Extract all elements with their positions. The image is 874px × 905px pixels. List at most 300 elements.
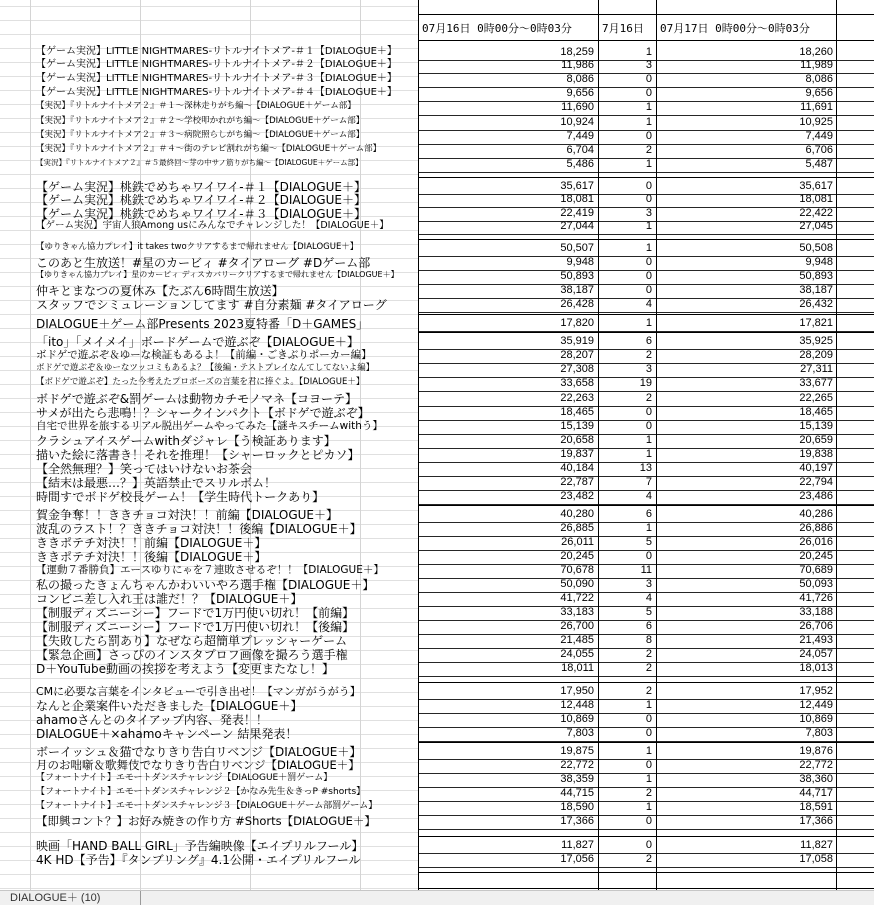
table-row[interactable] [0, 728, 874, 742]
table-row[interactable] [0, 194, 874, 208]
views-0716-cell[interactable]: 17,056 [560, 853, 594, 865]
diff-cell[interactable]: 0 [645, 193, 652, 205]
views-0716-cell[interactable]: 11,827 [561, 839, 594, 851]
video-title-cell[interactable]: 【制服ディズニーシー】フードで1万円使い切れ！【前編】 [36, 606, 355, 620]
views-0716-cell[interactable]: 33,658 [560, 377, 594, 389]
video-title-cell[interactable]: 「ito」「メイメイ」ボードゲームで遊ぶぞ【DIALOGUE＋】 [36, 335, 359, 349]
table-row[interactable] [0, 491, 874, 505]
table-row[interactable] [0, 523, 874, 537]
video-title-cell[interactable]: 【結末は最悪…？】英語禁止でスリルボム！ [36, 476, 277, 490]
video-title-cell[interactable]: 【ゲーム実況】宇宙人狼Among usにみんなでチャレンジした！【DIALOGUE＋】 [36, 220, 389, 231]
views-0716-cell[interactable]: 26,700 [560, 620, 594, 632]
video-title-cell[interactable]: 【ゲーム実況】桃鉄でめちゃワイワイ-＃２【DIALOGUE＋】 [36, 193, 366, 207]
diff-cell[interactable]: 0 [645, 759, 652, 771]
video-title-cell[interactable]: サメが出たら悲鳴！？シャークインパクト【ボドゲで遊ぶぞ】 [36, 406, 370, 420]
group-border-line [418, 682, 874, 683]
views-0716-cell[interactable]: 11,986 [561, 59, 594, 71]
views-0716-cell[interactable]: 22,419 [560, 207, 594, 219]
table-row[interactable] [0, 102, 874, 116]
views-0716-cell[interactable]: 38,187 [560, 284, 594, 296]
views-0717-cell[interactable]: 27,045 [799, 220, 833, 232]
views-0717-cell[interactable]: 6,706 [805, 144, 833, 156]
views-0717-cell[interactable]: 24,057 [799, 648, 833, 660]
diff-cell[interactable]: 1 [645, 801, 652, 813]
row-border-line [418, 172, 874, 173]
views-0716-cell[interactable]: 20,245 [560, 550, 594, 562]
views-0716-cell[interactable]: 22,787 [560, 476, 594, 488]
video-title-cell[interactable]: 【フォートナイト】エモートダンスチャレンジ２【かなみ先生＆きっP #shorts】 [36, 787, 366, 797]
views-0717-cell[interactable]: 18,260 [799, 46, 833, 58]
row-border-line [418, 234, 874, 235]
video-title-cell[interactable]: スタッフでシミュレーションしてます #自分素麺 #タイアローグ [36, 298, 387, 312]
table-row[interactable] [0, 840, 874, 854]
table-row[interactable] [0, 774, 874, 788]
video-title-cell[interactable]: 【実況】『リトルナイトメア２』＃４～街のテレビ割れがち編～【DIALOGUE＋ゲーム部】 [36, 144, 382, 154]
table-row[interactable] [0, 435, 874, 449]
table-row[interactable] [0, 854, 874, 868]
views-0716-cell[interactable]: 26,428 [560, 298, 594, 310]
diff-cell[interactable]: 4 [645, 592, 652, 604]
views-0716-cell[interactable]: 7,803 [566, 727, 594, 739]
views-0717-cell[interactable]: 15,139 [799, 420, 833, 432]
table-row[interactable] [0, 336, 874, 350]
diff-cell[interactable]: 6 [645, 508, 652, 520]
group-border-line [418, 742, 874, 743]
diff-cell[interactable]: 2 [645, 662, 652, 674]
table-row[interactable] [0, 509, 874, 523]
video-title-cell[interactable]: 賀金争奪！！ききチョコ対決！！前編【DIALOGUE＋】 [36, 508, 338, 522]
video-title-cell[interactable]: 波乱のラスト！？ききチョコ対決！！後編【DIALOGUE＋】 [36, 522, 362, 536]
video-title-cell[interactable]: 【実況】『リトルナイトメア２』＃１～深林走りがち編～【DIALOGUE＋ゲーム部】 [36, 101, 356, 111]
table-row[interactable] [0, 700, 874, 714]
header-cell-col2[interactable]: 7月16日 [602, 22, 644, 35]
video-title-cell[interactable]: 【フォートナイト】エモートダンスチャレンジ【DIALOGUE＋罰ゲーム】 [36, 773, 333, 783]
video-title-cell[interactable]: ボーイッシュ＆猫でなりきり告白リベンジ【DIALOGUE＋】 [36, 745, 362, 759]
diff-cell[interactable]: 7 [645, 476, 652, 488]
video-title-cell[interactable]: CMに必要な言葉をインタビューで引き出せ！【マンガがうがう】 [36, 685, 361, 698]
diff-cell[interactable]: 1 [645, 116, 652, 128]
diff-cell[interactable]: 1 [645, 317, 652, 329]
views-0717-cell[interactable]: 50,093 [799, 578, 833, 590]
views-0717-cell[interactable]: 17,058 [799, 853, 833, 865]
views-0716-cell[interactable]: 19,875 [560, 745, 594, 757]
diff-cell[interactable]: 0 [645, 73, 652, 85]
diff-cell[interactable]: 2 [645, 685, 652, 697]
views-0717-cell[interactable]: 20,659 [799, 434, 833, 446]
views-0716-cell[interactable]: 22,263 [560, 392, 594, 404]
diff-cell[interactable]: 3 [645, 59, 652, 71]
views-0717-cell[interactable]: 18,081 [799, 193, 833, 205]
table-row[interactable] [0, 421, 874, 435]
video-title-cell[interactable]: 【ゲーム実況】LITTLE NIGHTMARES-リトルナイトメア-＃４【DIALOGUE＋】 [36, 87, 397, 98]
views-0716-cell[interactable]: 8,086 [566, 73, 594, 85]
views-0717-cell[interactable]: 38,187 [799, 284, 833, 296]
views-0716-cell[interactable]: 7,449 [566, 130, 594, 142]
views-0716-cell[interactable]: 22,772 [560, 759, 594, 771]
table-row[interactable] [0, 117, 874, 131]
views-0717-cell[interactable]: 19,838 [799, 448, 833, 460]
views-0716-cell[interactable]: 18,081 [560, 193, 594, 205]
views-0716-cell[interactable]: 40,184 [560, 462, 594, 474]
video-title-cell[interactable]: 描いた絵に落書き！それを推理！【シャーロックとピカソ】 [36, 448, 360, 462]
views-0717-cell[interactable]: 17,952 [799, 685, 833, 697]
views-0716-cell[interactable]: 41,722 [560, 592, 594, 604]
grid-line [0, 888, 418, 889]
diff-cell[interactable]: 2 [645, 349, 652, 361]
diff-cell[interactable]: 3 [645, 578, 652, 590]
table-row[interactable] [0, 449, 874, 463]
views-0717-cell[interactable]: 9,948 [805, 256, 833, 268]
views-0717-cell[interactable]: 44,717 [799, 787, 833, 799]
video-title-cell[interactable]: 【ゲーム実況】桃鉄でめちゃワイワイ-＃３【DIALOGUE＋】 [36, 207, 366, 221]
diff-cell[interactable]: 1 [645, 522, 652, 534]
video-title-cell[interactable]: ボドゲで遊ぶぞ&罰ゲームは動物カチモノマネ【コヨーテ】 [36, 392, 357, 406]
views-0717-cell[interactable]: 12,449 [799, 699, 833, 711]
views-0717-cell[interactable]: 27,311 [800, 363, 833, 375]
table-row[interactable] [0, 145, 874, 159]
views-0717-cell[interactable]: 33,677 [799, 377, 833, 389]
group-border-line [418, 836, 874, 837]
video-title-cell[interactable]: DIALOGUE＋ゲーム部Presents 2023夏特番「D＋GAMES」 [36, 317, 369, 331]
table-row[interactable] [0, 607, 874, 621]
video-title-cell[interactable]: 【運動７番勝負】エースゆりにゃを７連敗させるぞ！！【DIALOGUE＋】 [36, 564, 384, 576]
diff-cell[interactable]: 1 [645, 745, 652, 757]
empty-row-line [418, 872, 874, 873]
header-cell-col3[interactable]: 07月17日 0時00分～0時03分 [660, 22, 810, 35]
views-0716-cell[interactable]: 15,139 [560, 420, 594, 432]
table-row[interactable] [0, 74, 874, 88]
video-title-cell[interactable]: ボドゲで遊ぶぞ＆ゆーな検証もあるよ！【前編・ごきぶりポーカー編】 [36, 349, 372, 361]
views-0716-cell[interactable]: 50,893 [560, 270, 594, 282]
video-title-cell[interactable]: 【制服ディズニーシー】フードで1万円使い切れ！【後編】 [36, 620, 355, 634]
group-border-line [418, 239, 874, 240]
video-title-cell[interactable]: DIALOGUE＋×ahamoキャンペーン 結果発表！ [36, 727, 298, 741]
diff-cell[interactable]: 1 [645, 699, 652, 711]
video-title-cell[interactable]: 仲キとまなつの夏休み【たぶん6時間生放送】 [36, 284, 284, 298]
table-row[interactable] [0, 378, 874, 392]
video-title-cell[interactable]: なんと企業案件いただきました【DIALOGUE＋】 [36, 699, 303, 713]
views-0717-cell[interactable]: 18,591 [799, 801, 833, 813]
header-cell-col1[interactable]: 07月16日 0時00分～0時03分 [422, 22, 572, 35]
views-0716-cell[interactable]: 19,837 [560, 448, 594, 460]
table-row[interactable] [0, 285, 874, 299]
grid-line [0, 20, 418, 21]
table-row[interactable] [0, 635, 874, 649]
table-row[interactable] [0, 221, 874, 235]
diff-cell[interactable]: 0 [645, 284, 652, 296]
column-border-d [836, 0, 837, 890]
diff-cell[interactable]: 2 [645, 144, 652, 156]
grid-line [0, 874, 418, 875]
views-0716-cell[interactable]: 27,308 [560, 363, 594, 375]
grid-line [0, 34, 418, 35]
views-0716-cell[interactable]: 10,869 [560, 713, 594, 725]
diff-cell[interactable]: 0 [645, 270, 652, 282]
table-row[interactable] [0, 88, 874, 102]
views-0717-cell[interactable]: 17,366 [799, 815, 833, 827]
video-title-cell[interactable]: 【ゲーム実況】LITTLE NIGHTMARES-リトルナイトメア-＃１【DIALOGUE＋】 [36, 46, 397, 57]
group-border-line [418, 332, 874, 333]
diff-cell[interactable]: 0 [645, 420, 652, 432]
diff-cell[interactable]: 6 [645, 620, 652, 632]
diff-cell[interactable]: 2 [645, 853, 652, 865]
views-0717-cell[interactable]: 28,209 [799, 349, 833, 361]
views-0717-cell[interactable]: 33,188 [799, 606, 833, 618]
table-row[interactable] [0, 565, 874, 579]
views-0716-cell[interactable]: 10,924 [560, 116, 594, 128]
diff-cell[interactable]: 0 [645, 550, 652, 562]
diff-cell[interactable]: 0 [645, 130, 652, 142]
video-title-cell[interactable]: 【ゆりきゃん協力プレイ】星のカービィ ディスカバリークリアするまで帰れません【DIALOGUE＋】 [36, 270, 399, 279]
empty-row-line [418, 888, 874, 889]
table-row[interactable] [0, 477, 874, 491]
table-row[interactable] [0, 350, 874, 364]
video-title-cell[interactable]: 【全然無理？】笑ってはいけないお茶会 [36, 462, 253, 476]
diff-cell[interactable]: 2 [645, 392, 652, 404]
video-title-cell[interactable]: 【ゲーム実況】LITTLE NIGHTMARES-リトルナイトメア-＃３【DIALOGUE＋】 [36, 73, 397, 84]
column-border-b [598, 0, 599, 890]
diff-cell[interactable]: 5 [645, 536, 652, 548]
views-0716-cell[interactable]: 5,486 [566, 158, 594, 170]
video-title-cell[interactable]: 私の撮ったきょんちゃんかわいいやろ選手権【DIALOGUE＋】 [36, 578, 375, 592]
views-0717-cell[interactable]: 40,197 [799, 462, 833, 474]
table-row[interactable] [0, 318, 874, 332]
views-0716-cell[interactable]: 17,950 [560, 685, 594, 697]
views-0716-cell[interactable]: 26,011 [561, 536, 594, 548]
views-0716-cell[interactable]: 38,359 [560, 773, 594, 785]
views-0717-cell[interactable]: 26,886 [799, 522, 833, 534]
diff-cell[interactable]: 4 [645, 298, 652, 310]
table-row[interactable] [0, 788, 874, 802]
sheet-tab-divider [140, 891, 141, 905]
views-0717-cell[interactable]: 18,465 [799, 406, 833, 418]
views-0717-cell[interactable]: 5,487 [805, 158, 833, 170]
table-row[interactable] [0, 816, 874, 830]
views-0716-cell[interactable]: 18,465 [560, 406, 594, 418]
table-row[interactable] [0, 649, 874, 663]
table-row[interactable] [0, 393, 874, 407]
diff-cell[interactable]: 0 [645, 727, 652, 739]
views-0717-cell[interactable]: 23,486 [799, 490, 833, 502]
table-row[interactable] [0, 271, 874, 285]
views-0717-cell[interactable]: 9,656 [805, 87, 833, 99]
views-0716-cell[interactable]: 44,715 [560, 787, 594, 799]
views-0716-cell[interactable]: 18,590 [560, 801, 594, 813]
grid-line [0, 6, 418, 7]
views-0716-cell[interactable]: 40,280 [560, 508, 594, 520]
video-title-cell[interactable]: 【緊急企画】さっぴのインスタプロフ画像を撮ろう選手権 [36, 648, 348, 662]
diff-cell[interactable]: 6 [645, 335, 652, 347]
diff-cell[interactable]: 1 [645, 220, 652, 232]
table-row[interactable] [0, 159, 874, 173]
diff-cell[interactable]: 8 [645, 634, 652, 646]
views-0717-cell[interactable]: 26,432 [799, 298, 833, 310]
diff-cell[interactable]: 1 [645, 158, 652, 170]
table-row[interactable] [0, 686, 874, 700]
table-row[interactable] [0, 463, 874, 477]
views-0717-cell[interactable]: 35,617 [799, 180, 833, 192]
diff-cell[interactable]: 1 [645, 101, 652, 113]
group-border-line [418, 177, 874, 178]
sheet-tab-bar [0, 890, 874, 905]
video-title-cell[interactable]: 【フォートナイト】エモートダンスチャレンジ３【DIALOGUE＋ゲーム部罰ゲーム】 [36, 801, 378, 811]
diff-cell[interactable]: 1 [645, 434, 652, 446]
group-border-line [418, 505, 874, 506]
video-title-cell[interactable]: ききポテチ対決！！前編【DIALOGUE＋】 [36, 536, 267, 550]
views-0716-cell[interactable]: 6,704 [566, 144, 594, 156]
video-title-cell[interactable]: 時間すでボドゲ校長ゲーム！【学生時代トークあり】 [36, 490, 325, 504]
diff-cell[interactable]: 0 [645, 87, 652, 99]
table-row[interactable] [0, 760, 874, 774]
video-title-cell[interactable]: 【実況】『リトルナイトメア２』＃５最終回～芽の中サノ筋りがち編～【DIALOGUE＋ゲーム部】 [36, 158, 363, 167]
views-0717-cell[interactable]: 50,893 [799, 270, 833, 282]
header-border-line [418, 14, 874, 15]
table-row[interactable] [0, 537, 874, 551]
views-0717-cell[interactable]: 22,422 [799, 207, 833, 219]
video-title-cell[interactable]: 【ゲーム実況】桃鉄でめちゃワイワイ-＃１【DIALOGUE＋】 [36, 180, 366, 194]
views-0717-cell[interactable]: 21,493 [799, 634, 833, 646]
views-0717-cell[interactable]: 26,016 [799, 536, 833, 548]
video-title-cell[interactable]: 【実況】『リトルナイトメア２』＃３～病院照らしがち編～【DIALOGUE＋ゲーム部】 [36, 130, 365, 140]
views-0717-cell[interactable]: 19,876 [799, 745, 833, 757]
views-0716-cell[interactable]: 23,482 [560, 490, 594, 502]
views-0717-cell[interactable]: 41,726 [799, 592, 833, 604]
views-0716-cell[interactable]: 28,207 [560, 349, 594, 361]
video-title-cell[interactable]: ahamoさんとのタイアップ内容、発表！！ [36, 713, 268, 727]
views-0716-cell[interactable]: 33,183 [560, 606, 594, 618]
diff-cell[interactable]: 0 [645, 815, 652, 827]
views-0716-cell[interactable]: 35,617 [560, 180, 594, 192]
video-title-cell[interactable]: 【即興コント？】お好み焼きの作り方 #Shorts【DIALOGUE＋】 [36, 814, 376, 828]
table-row[interactable] [0, 60, 874, 74]
table-row[interactable] [0, 551, 874, 565]
diff-cell[interactable]: 0 [645, 839, 652, 851]
views-0717-cell[interactable]: 17,821 [799, 317, 833, 329]
views-0716-cell[interactable]: 9,948 [566, 256, 594, 268]
video-title-cell[interactable]: 【ゆりきゃん協力プレイ】it takes twoクリアするまで帰れません【DIALOGUE＋】 [36, 242, 359, 252]
views-0717-cell[interactable]: 22,772 [799, 759, 833, 771]
column-border-a [418, 0, 419, 890]
diff-cell[interactable]: 1 [645, 773, 652, 785]
views-0716-cell[interactable]: 12,448 [560, 699, 594, 711]
table-row[interactable] [0, 621, 874, 635]
diff-cell[interactable]: 1 [645, 448, 652, 460]
diff-cell[interactable]: 1 [645, 46, 652, 58]
views-0716-cell[interactable]: 50,090 [560, 578, 594, 590]
diff-cell[interactable]: 0 [645, 713, 652, 725]
views-0716-cell[interactable]: 35,919 [560, 335, 594, 347]
video-title-cell[interactable]: コンビニ差し入れ王は誰だ！？【DIALOGUE＋】 [36, 592, 303, 606]
table-row[interactable] [0, 593, 874, 607]
diff-cell[interactable]: 3 [645, 363, 652, 375]
diff-cell[interactable]: 19 [639, 377, 652, 389]
diff-cell[interactable]: 4 [645, 490, 652, 502]
views-0717-cell[interactable]: 8,086 [805, 73, 833, 85]
views-0717-cell[interactable]: 10,925 [799, 116, 833, 128]
views-0717-cell[interactable]: 35,925 [799, 335, 833, 347]
diff-cell[interactable]: 0 [645, 406, 652, 418]
group-border-line [418, 314, 874, 315]
diff-cell[interactable]: 3 [645, 207, 652, 219]
video-title-cell[interactable]: 【失敗したら罰あり】なぜなら超簡単プレッシャーゲーム [36, 634, 348, 648]
views-0717-cell[interactable]: 20,245 [799, 550, 833, 562]
views-0717-cell[interactable]: 7,803 [805, 727, 833, 739]
views-0717-cell[interactable]: 7,449 [805, 130, 833, 142]
views-0717-cell[interactable]: 10,869 [799, 713, 833, 725]
diff-cell[interactable]: 2 [645, 787, 652, 799]
diff-cell[interactable]: 5 [645, 606, 652, 618]
grid-line [0, 832, 418, 833]
table-row[interactable] [0, 257, 874, 271]
table-row[interactable] [0, 299, 874, 313]
diff-cell[interactable]: 0 [645, 180, 652, 192]
row-border-line [418, 676, 874, 677]
sheet-tab-dialogue[interactable]: DIALOGUE＋ (10) [10, 892, 101, 904]
table-row[interactable] [0, 663, 874, 677]
views-0716-cell[interactable]: 21,485 [560, 634, 594, 646]
views-0716-cell[interactable]: 18,011 [561, 662, 594, 674]
diff-cell[interactable]: 11 [640, 564, 652, 576]
video-title-cell[interactable]: D＋YouTube動画の挨拶を考えよう【変更またなし！】 [36, 662, 335, 676]
views-0717-cell[interactable]: 40,286 [799, 508, 833, 520]
video-title-cell[interactable]: ボドゲで遊ぶぞ＆ゆーなツッコミもあるよ？【後編・テストプレイなんてしてないよ編】 [36, 363, 375, 373]
video-title-cell[interactable]: ききポテチ対決！！後編【DIALOGUE＋】 [36, 550, 267, 564]
views-0717-cell[interactable]: 18,013 [799, 662, 833, 674]
diff-cell[interactable]: 13 [639, 462, 652, 474]
views-0717-cell[interactable]: 70,689 [799, 564, 833, 576]
table-row[interactable] [0, 243, 874, 257]
views-0716-cell[interactable]: 18,259 [560, 46, 594, 58]
table-row[interactable] [0, 131, 874, 145]
views-0717-cell[interactable]: 11,827 [800, 839, 833, 851]
views-0716-cell[interactable]: 26,885 [560, 522, 594, 534]
views-0717-cell[interactable]: 22,794 [799, 476, 833, 488]
video-title-cell[interactable]: 映画「HAND BALL GIRL」予告編映像【エイプリルフール】 [36, 839, 364, 853]
views-0717-cell[interactable]: 50,508 [799, 242, 833, 254]
views-0716-cell[interactable]: 70,678 [560, 564, 594, 576]
views-0717-cell[interactable]: 11,691 [800, 101, 833, 113]
views-0716-cell[interactable]: 11,690 [561, 101, 594, 113]
table-row[interactable] [0, 407, 874, 421]
views-0716-cell[interactable]: 17,820 [560, 317, 594, 329]
views-0717-cell[interactable]: 22,265 [799, 392, 833, 404]
video-title-cell[interactable]: 自宅で世界を旅するリアル脱出ゲームやってみた【謎キスチームwithう】 [36, 420, 383, 432]
views-0716-cell[interactable]: 9,656 [566, 87, 594, 99]
video-title-cell[interactable]: 【ボドゲで遊ぶぞ】たった今考えたプロボーズの言葉を君に捧ぐよ。【DIALOGUE＋】 [36, 377, 365, 387]
views-0716-cell[interactable]: 24,055 [560, 648, 594, 660]
views-0716-cell[interactable]: 27,044 [560, 220, 594, 232]
table-row[interactable] [0, 364, 874, 378]
diff-cell[interactable]: 1 [645, 242, 652, 254]
views-0717-cell[interactable]: 26,706 [799, 620, 833, 632]
video-title-cell[interactable]: 月のお咄噺＆歌舞伎でなりきり告白リベンジ【DIALOGUE＋】 [36, 758, 360, 772]
diff-cell[interactable]: 0 [645, 256, 652, 268]
views-0716-cell[interactable]: 50,507 [560, 242, 594, 254]
views-0716-cell[interactable]: 20,658 [560, 434, 594, 446]
table-row[interactable] [0, 579, 874, 593]
views-0716-cell[interactable]: 17,366 [560, 815, 594, 827]
views-0717-cell[interactable]: 11,989 [800, 59, 833, 71]
video-title-cell[interactable]: 【実況】『リトルナイトメア２』＃２～学校叩かれがち編～【DIALOGUE＋ゲーム部】 [36, 116, 365, 126]
column-border-c [656, 0, 657, 890]
views-0717-cell[interactable]: 38,360 [799, 773, 833, 785]
video-title-cell[interactable]: 【ゲーム実況】LITTLE NIGHTMARES-リトルナイトメア-＃２【DIALOGUE＋】 [36, 59, 397, 70]
diff-cell[interactable]: 2 [645, 648, 652, 660]
video-title-cell[interactable]: このあと生放送！#星のカービィ #タイアローグ #Dゲーム部 [36, 256, 371, 270]
video-title-cell[interactable]: クラシュアイスゲームwithダジャレ【う検証あります】 [36, 434, 336, 448]
table-row[interactable] [0, 714, 874, 728]
video-title-cell[interactable]: 4K HD【予告】『タンブリング』4.1公開・エイプリルフール [36, 853, 361, 867]
